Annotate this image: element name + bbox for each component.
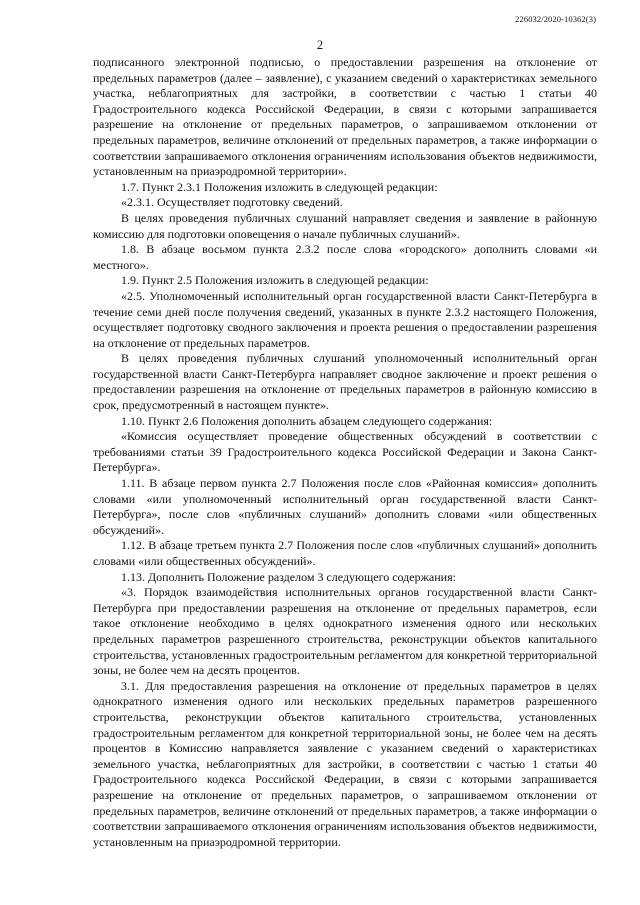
paragraph-1-12: 1.12. В абзаце третьем пункта 2.7 Положения после слов «публичных слушаний» дополнить словами «или общественных обсуждений». bbox=[93, 538, 597, 568]
paragraph-1-11: 1.11. В абзаце первом пункта 2.7 Положения после слов «Районная комиссия» дополнить словами «или уполномоченный исполнительный орган государственной власти Санкт-Петербурга», после слов «публичных слушаний» дополнить словами «или общественных обсуждений». bbox=[93, 476, 597, 537]
paragraph-2-5: «2.5. Уполномоченный исполнительный орган государственной власти Санкт-Петербурга в течение семи дней после получения сведений, указанных в пункте 2.3.2 настоящего Положения, осуществляет подготовку сводного заключения и проекта решения о предоставлении разрешения на отклонение от предельных параметров. bbox=[93, 288, 597, 350]
paragraph-2-3-1: «2.3.1. Осуществляет подготовку сведений. bbox=[121, 195, 343, 210]
paragraph-2-3-1-text: В целях проведения публичных слушаний направляет сведения и заявление в районную комиссию для подготовки оповещения о начале публичных слушаний». bbox=[93, 210, 597, 241]
document-registration-number: 226032/2020-10362(3) bbox=[515, 14, 596, 24]
paragraph-continuation: подписанного электронной подписью, о предоставлении разрешения на отклонение от предельных параметров (далее – заявление), с указанием сведений о характеристиках земельного участка, неблагоприятных для застройки, в соответствии с частью 1 статьи 40 Градостроительного кодекса Российской Федерации, в связи с которыми запрашивается разрешение на отклонение от предельных параметров, о запрашиваемом отклонении от предельных параметров, величине отклонений от предельных параметров, а также информации о соответствии запрашиваемого отклонения ограничениям использования объектов недвижимости, установленным на приаэродромной территории». bbox=[93, 55, 597, 179]
paragraph-1-8: 1.8. В абзаце восьмом пункта 2.3.2 после слова «городского» дополнить словами «и местного». bbox=[93, 242, 597, 272]
paragraph-section-3: «3. Порядок взаимодействия исполнительных органов государственной власти Санкт-Петербурга при предоставлении разрешения на отклонение от предельных параметров, если такое отклонение необходимо в целях однократного изменения одного или нескольких предельных параметров разрешенного строительства, реконструкции объектов капитального строительства, установленных градостроительным регламентом для конкретной территориальной зоны, не более чем на десять процентов. bbox=[93, 585, 597, 678]
paragraph-1-10: 1.10. Пункт 2.6 Положения дополнить абзацем следующего содержания: bbox=[121, 413, 493, 428]
paragraph-2-5-text: В целях проведения публичных слушаний уполномоченный исполнительный орган государственной власти Санкт-Петербурга направляет сводное заключение и проект решения о предоставлении разрешения на отклонение от предельных параметров в районную комиссию в срок, предусмотренный в настоящем пункте». bbox=[93, 351, 597, 413]
paragraph-1-7: 1.7. Пункт 2.3.1 Положения изложить в следующей редакции: bbox=[121, 179, 438, 194]
paragraph-1-9: 1.9. Пункт 2.5 Положения изложить в следующей редакции: bbox=[121, 273, 429, 288]
paragraph-1-13: 1.13. Дополнить Положение разделом 3 следующего содержания: bbox=[121, 569, 456, 584]
document-body bbox=[93, 55, 597, 850]
paragraph-2-6-text: «Комиссия осуществляет проведение общественных обсуждений в соответствии с требованиями статьи 39 Градостроительного кодекса Российской Федерации и Закона Санкт-Петербурга». bbox=[93, 429, 597, 475]
page-number: 2 bbox=[316, 38, 324, 52]
paragraph-3-1: 3.1. Для предоставления разрешения на отклонение от предельных параметров в целях однократного изменения одного или нескольких предельных параметров разрешенного строительства, реконструкции объектов капитального строительства, установленных градостроительным регламентом для конкретной территориальной зоны, не более чем на десять процентов в Комиссию направляется заявление с указанием сведений о характеристиках земельного участка, неблагоприятных для застройки, в соответствии с частью 1 статьи 40 Градостроительного кодекса Российской Федерации, в связи с которыми запрашивается разрешение на отклонение от предельных параметров, о запрашиваемом отклонении от предельных параметров, величине отклонений от предельных параметров, а также информации о соответствии запрашиваемого отклонения ограничениям использования объектов недвижимости, установленным на приаэродромной территории. bbox=[93, 678, 597, 849]
